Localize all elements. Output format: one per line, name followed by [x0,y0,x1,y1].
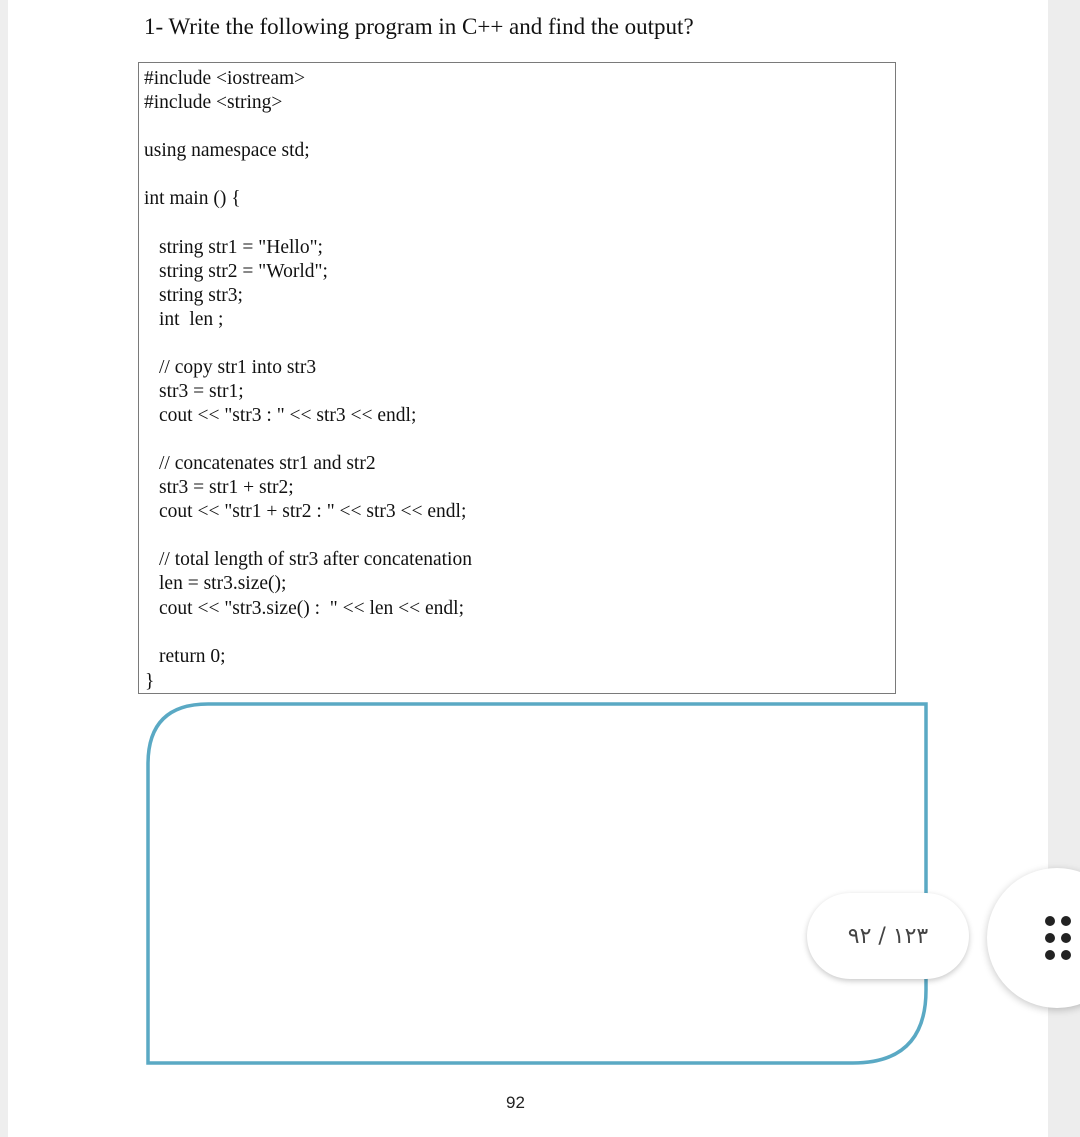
code-line: cout << "str3 : " << str3 << endl; [159,405,417,426]
code-line: string str2 = "World"; [159,261,328,282]
code-line: return 0; [159,646,226,667]
code-line: #include <iostream> [144,68,306,89]
grip-dot [1045,950,1055,960]
code-comment: // total length of str3 after concatenation [159,549,472,570]
code-line: cout << "str3.size() : " << len << endl; [159,598,465,619]
code-line: len = str3.size(); [159,573,287,594]
code-line: string str1 = "Hello"; [159,237,323,258]
code-line: str3 = str1 + str2; [159,477,294,498]
grip-dot [1061,933,1071,943]
page-indicator-label: ١٢٣ / ٩٢ [847,923,929,949]
code-line: using namespace std; [144,140,310,161]
grip-dot [1045,933,1055,943]
code-line: int len ; [159,309,224,330]
question-title: 1- Write the following program in C++ and find the output? [144,14,694,39]
code-line: string str3; [159,285,243,306]
viewer-gutter-left [0,0,8,1137]
code-line-closing-brace: } [145,671,155,692]
answer-frame-outline [148,704,926,1063]
code-line: #include <string> [144,92,283,113]
grip-dot [1045,916,1055,926]
code-comment: // copy str1 into str3 [159,357,317,378]
code-comment: // concatenates str1 and str2 [159,453,376,474]
grip-dot [1061,916,1071,926]
page-indicator [807,893,969,979]
code-line: cout << "str1 + str2 : " << str3 << endl; [159,501,467,522]
code-line: str3 = str1; [159,381,244,402]
code-line: int main () { [144,188,241,209]
page-number: 92 [506,1093,525,1112]
grip-dot [1061,950,1071,960]
